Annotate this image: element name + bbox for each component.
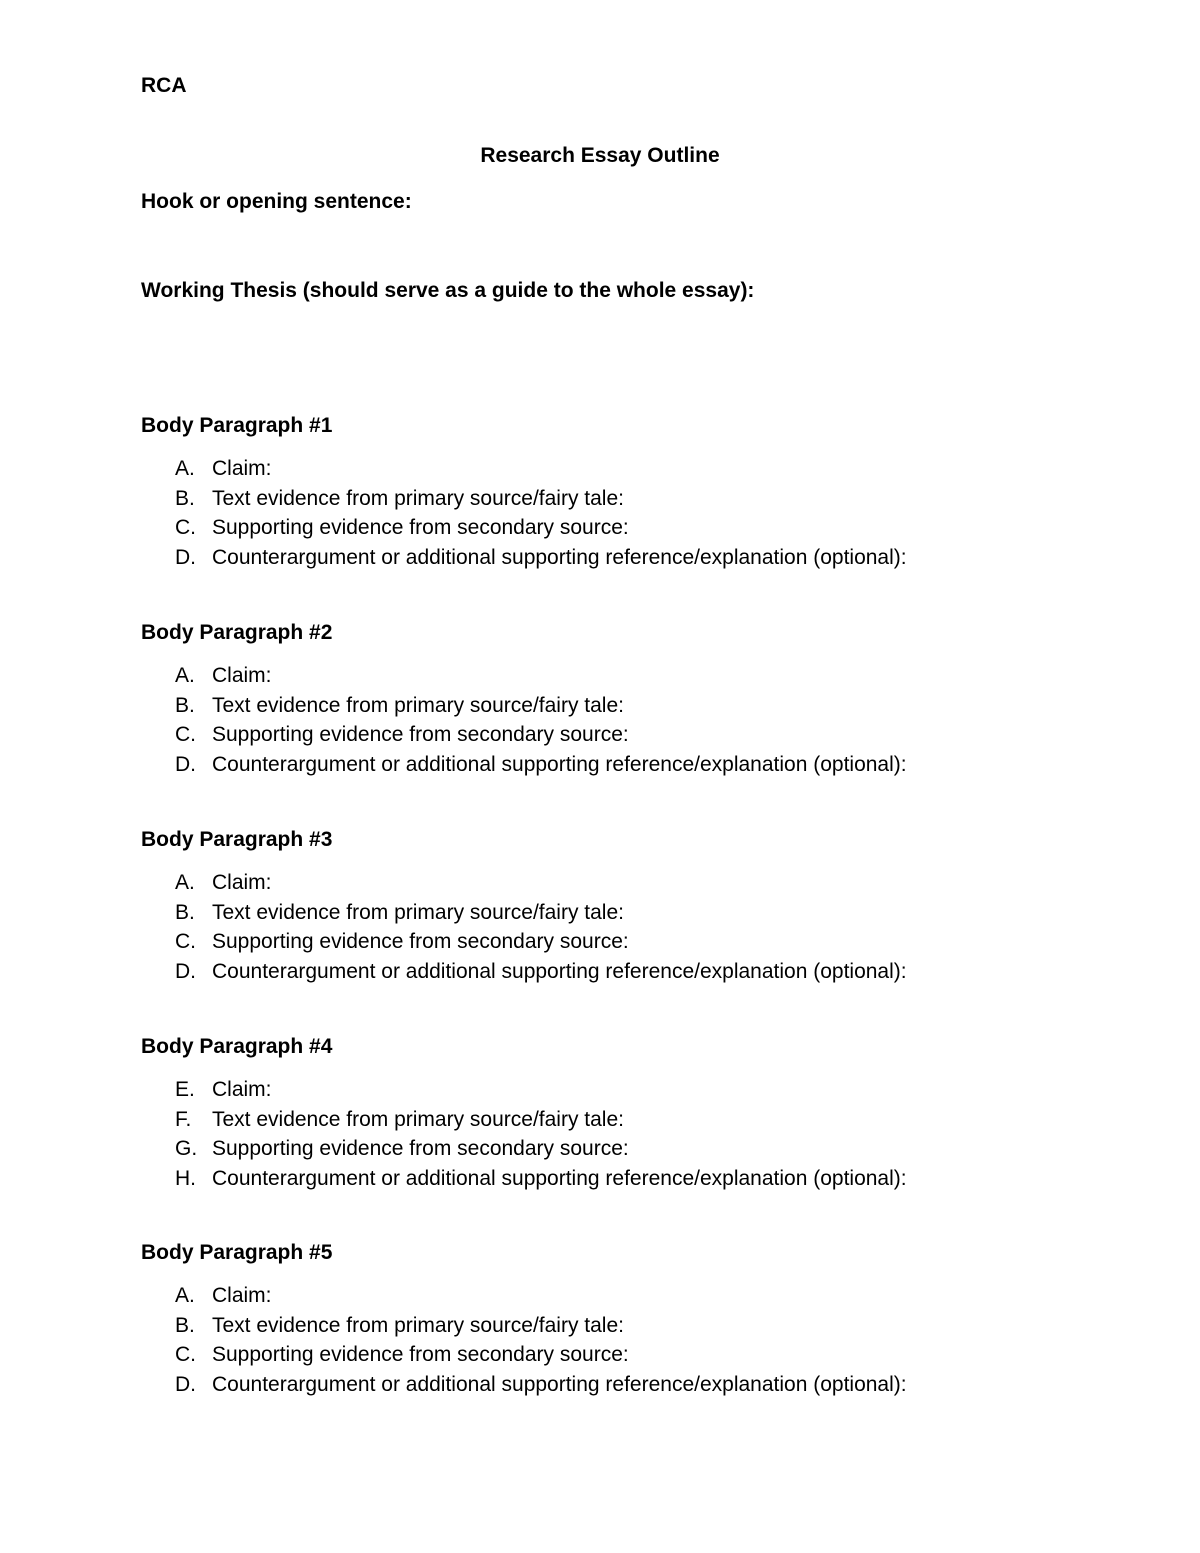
list-item-marker: A. — [175, 664, 195, 687]
list-item-text: Counterargument or additional supporting reference/explanation (optional): — [212, 545, 907, 569]
document-title: Research Essay Outline — [480, 144, 720, 167]
list-item-text: Claim: — [212, 664, 272, 687]
list-item-marker: D. — [175, 959, 196, 983]
list-item-text: Text evidence from primary source/fairy tale: — [212, 1313, 624, 1337]
list-item-text: Supporting evidence from secondary source: — [212, 1343, 629, 1366]
list-item-marker: A. — [175, 1284, 195, 1307]
list-item-marker: B. — [175, 900, 195, 924]
list-item-text: Supporting evidence from secondary source: — [212, 930, 629, 953]
list-item-text: Claim: — [212, 457, 272, 480]
list-item-marker: C. — [175, 930, 196, 953]
list-item-text: Text evidence from primary source/fairy tale: — [212, 1107, 624, 1131]
list-item-marker: C. — [175, 723, 196, 746]
list-item-marker: B. — [175, 486, 195, 510]
thesis-label: Working Thesis (should serve as a guide to the whole essay): — [141, 279, 755, 302]
list-item-text: Supporting evidence from secondary source: — [212, 516, 629, 539]
list-item-text: Text evidence from primary source/fairy tale: — [212, 693, 624, 717]
list-item-marker: D. — [175, 1372, 196, 1396]
list-item-text: Supporting evidence from secondary source: — [212, 723, 629, 746]
list-item-marker: B. — [175, 1313, 195, 1337]
list-item-marker: D. — [175, 545, 196, 569]
list-item-marker: A. — [175, 871, 195, 894]
list-item-marker: C. — [175, 516, 196, 539]
list-item-text: Text evidence from primary source/fairy tale: — [212, 900, 624, 924]
course-header: RCA — [141, 74, 187, 97]
list-item-text: Claim: — [212, 871, 272, 894]
section-heading: Body Paragraph #3 — [141, 828, 333, 851]
list-item-text: Counterargument or additional supporting reference/explanation (optional): — [212, 1166, 907, 1190]
section-heading: Body Paragraph #1 — [141, 414, 333, 437]
list-item-marker: H. — [175, 1166, 196, 1190]
list-item-text: Counterargument or additional supporting reference/explanation (optional): — [212, 1372, 907, 1396]
section-heading: Body Paragraph #4 — [141, 1035, 333, 1058]
list-item-marker: F. — [175, 1107, 192, 1131]
list-item-marker: A. — [175, 457, 195, 480]
section-heading: Body Paragraph #5 — [141, 1241, 333, 1264]
list-item-marker: E. — [175, 1078, 195, 1101]
list-item-marker: C. — [175, 1343, 196, 1366]
section-heading: Body Paragraph #2 — [141, 621, 333, 644]
list-item-text: Claim: — [212, 1078, 272, 1101]
list-item-marker: B. — [175, 693, 195, 717]
list-item-text: Supporting evidence from secondary source: — [212, 1137, 629, 1160]
list-item-text: Text evidence from primary source/fairy tale: — [212, 486, 624, 510]
hook-label: Hook or opening sentence: — [141, 190, 412, 213]
list-item-marker: D. — [175, 752, 196, 776]
list-item-text: Counterargument or additional supporting reference/explanation (optional): — [212, 959, 907, 983]
list-item-marker: G. — [175, 1137, 198, 1160]
list-item-text: Claim: — [212, 1284, 272, 1307]
list-item-text: Counterargument or additional supporting reference/explanation (optional): — [212, 752, 907, 776]
